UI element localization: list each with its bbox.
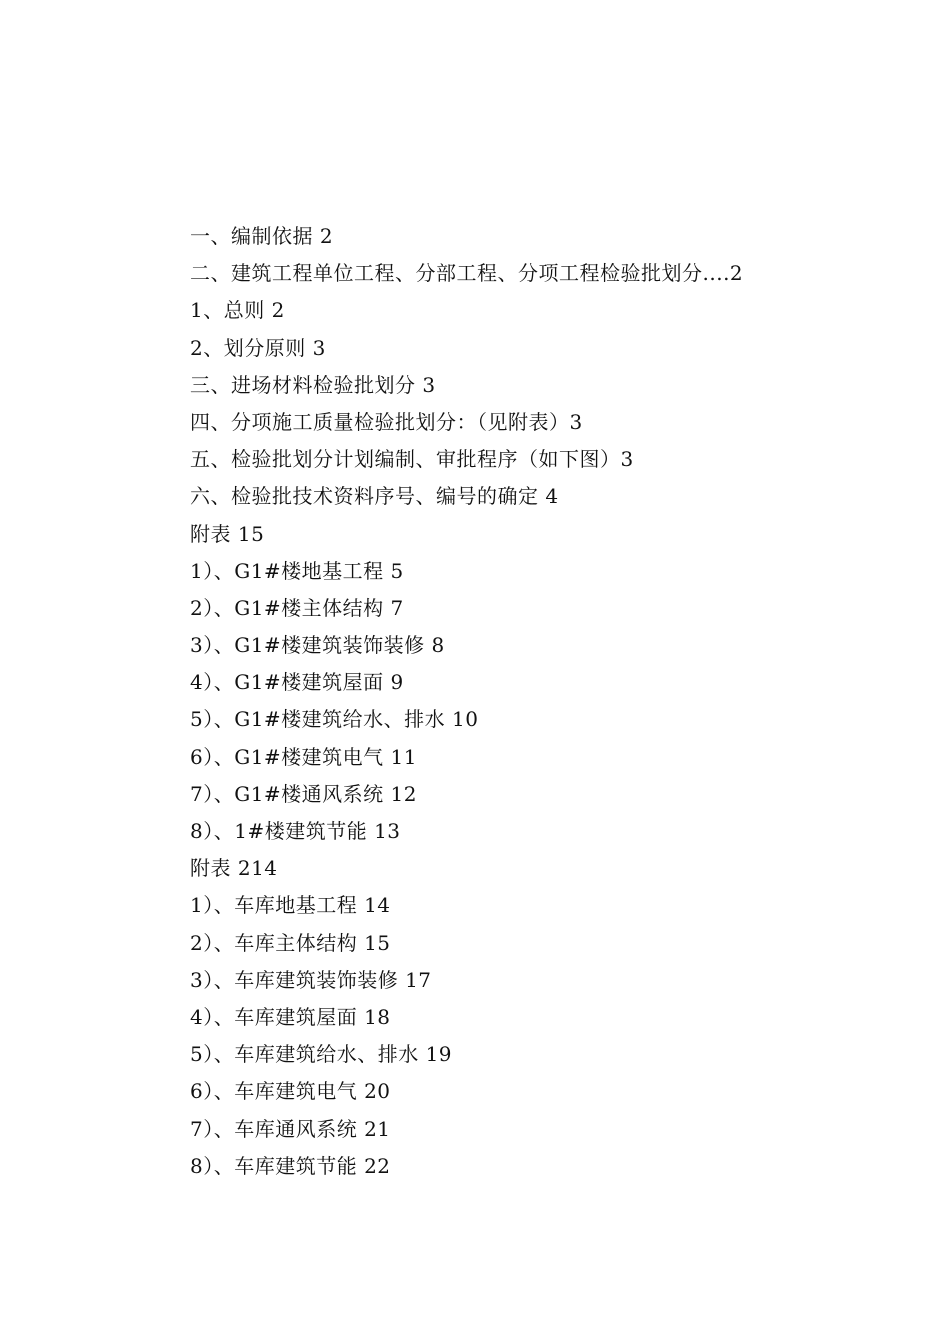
toc-entry: 2）、G1#楼主体结构 7: [190, 595, 404, 620]
toc-entry: 1、总则 2: [190, 298, 285, 323]
toc-entry: 六、检验批技术资料序号、编号的确定 4: [190, 484, 559, 509]
toc-entry: 6）、车库建筑电气 20: [190, 1079, 391, 1104]
toc-entry: 四、分项施工质量检验批划分：（见附表）3: [190, 409, 583, 434]
toc-entry: 7）、车库通风系统 21: [190, 1116, 391, 1141]
toc-entry: 6）、G1#楼建筑电气 11: [190, 744, 417, 769]
toc-entry: 5）、车库建筑给水、排水 19: [190, 1042, 453, 1067]
toc-entry: 7）、G1#楼通风系统 12: [190, 781, 417, 806]
toc-entry: 五、检验批划分计划编制、审批程序（如下图）3: [190, 447, 634, 472]
toc-entry: 2）、车库主体结构 15: [190, 930, 391, 955]
toc-entry: 3）、车库建筑装饰装修 17: [190, 967, 432, 992]
toc-entry: 1）、车库地基工程 14: [190, 893, 391, 918]
toc-entry: 4）、车库建筑屋面 18: [190, 1004, 391, 1029]
toc-entry: 5）、G1#楼建筑给水、排水 10: [190, 707, 479, 732]
toc-entry: 附表 15: [190, 521, 265, 546]
toc-entry: 4）、G1#楼建筑屋面 9: [190, 670, 404, 695]
toc-entry: 一、编制依据 2: [190, 224, 334, 248]
toc-entry: 附表 214: [190, 856, 278, 881]
toc-entry: 1）、G1#楼地基工程 5: [190, 558, 404, 583]
toc-entry: 8）、1#楼建筑节能 13: [190, 819, 401, 843]
toc-entry: 三、进场材料检验批划分 3: [190, 372, 436, 397]
toc-entry: 二、建筑工程单位工程、分部工程、分项工程检验批划分....2: [190, 261, 744, 286]
toc-entry: 8）、车库建筑节能 22: [190, 1153, 391, 1178]
toc-entry: 2、划分原则 3: [190, 335, 326, 360]
toc-entry: 3）、G1#楼建筑装饰装修 8: [190, 633, 445, 658]
table-of-contents: [190, 218, 890, 1185]
